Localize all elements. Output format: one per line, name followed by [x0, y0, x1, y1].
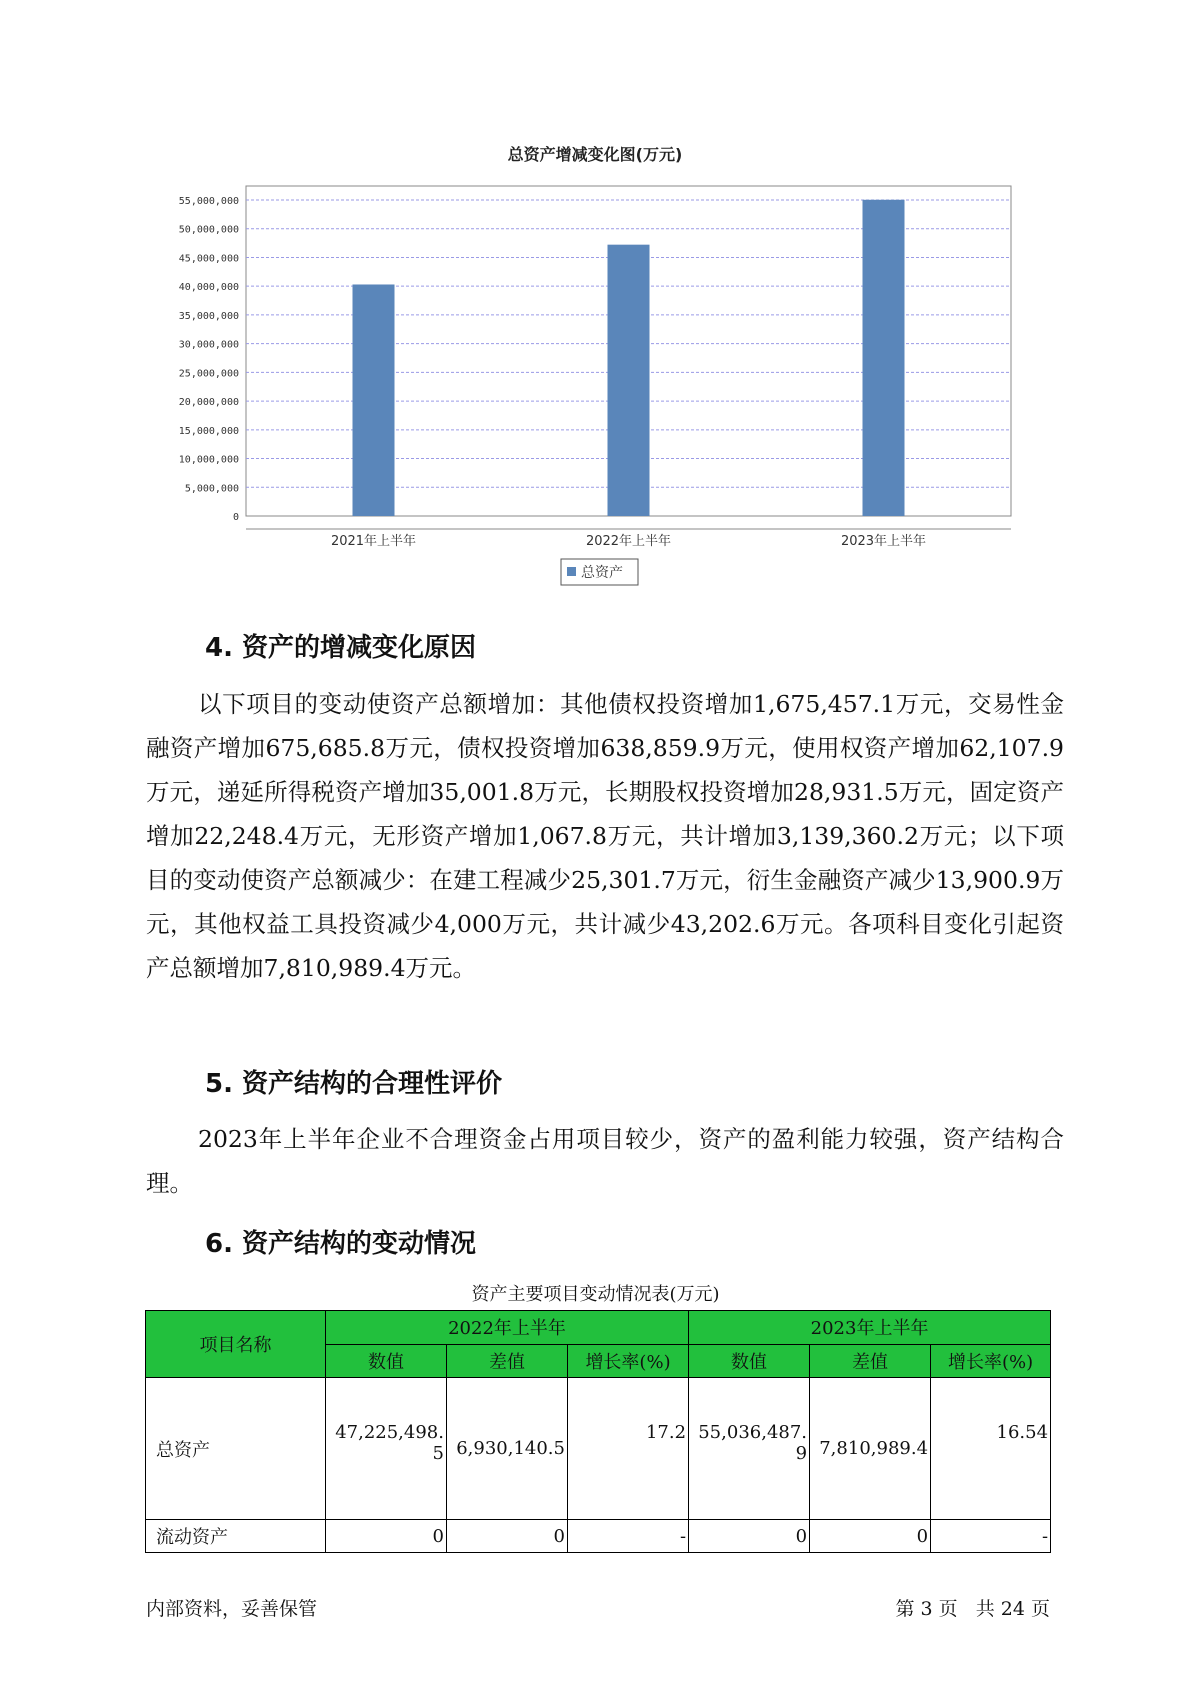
- table-row: [146, 1378, 1051, 1520]
- subheader-growth-2022: 增长率(%): [568, 1344, 689, 1378]
- chart-title: 总资产增减变化图(万元): [507, 145, 683, 164]
- bars: [353, 200, 905, 516]
- subheader-value-2022: 数值: [326, 1344, 447, 1378]
- y-tick-label: 25,000,000: [178, 368, 239, 380]
- row-name: 总资产: [146, 1378, 326, 1520]
- section-heading-6: 6. 资产结构的变动情况: [205, 1229, 477, 1259]
- subheader-diff-2022: 差值: [447, 1344, 568, 1378]
- y-tick-label: 15,000,000: [178, 425, 239, 437]
- cell-growth-2022: 17.2: [568, 1378, 689, 1520]
- x-tick-label: 2022年上半年: [585, 534, 672, 549]
- y-tick-labels: [179, 196, 239, 523]
- table-header-row: [146, 1311, 1051, 1345]
- total-assets-chart: [0, 0, 1191, 600]
- bar: [863, 200, 905, 516]
- cell-growth-2023: -: [931, 1520, 1051, 1553]
- y-tick-label: 35,000,000: [178, 310, 239, 322]
- y-tick-label: 10,000,000: [178, 454, 239, 466]
- legend: [561, 559, 638, 585]
- cell-diff-2023: 0: [810, 1520, 931, 1553]
- footer-left: 内部资料，妥善保管: [146, 1598, 318, 1620]
- x-tick-label: 2021年上半年: [330, 534, 417, 549]
- header-item-name: 项目名称: [146, 1311, 326, 1378]
- cell-growth-2022: -: [568, 1520, 689, 1553]
- header-period-2023: 2023年上半年: [689, 1311, 1051, 1345]
- subheader-growth-2023: 增长率(%): [931, 1344, 1051, 1378]
- subheader-value-2023: 数值: [689, 1344, 810, 1378]
- cell-value-2022: 0: [326, 1520, 447, 1553]
- header-period-2022: 2022年上半年: [326, 1311, 689, 1345]
- section-text-5: 2023年上半年企业不合理资金占用项目较少，资产的盈利能力较强，资产结构合理。: [146, 1125, 1064, 1197]
- bar: [608, 245, 650, 516]
- y-tick-label: 50,000,000: [178, 224, 239, 236]
- y-tick-label: 55,000,000: [178, 196, 239, 207]
- y-tick-label: 40,000,000: [178, 282, 239, 294]
- cell-diff-2022: 6,930,140.5: [447, 1378, 568, 1520]
- y-tick-label: 0: [232, 512, 239, 523]
- x-tick-labels: [331, 533, 926, 549]
- cell-growth-2023: 16.54: [931, 1378, 1051, 1520]
- section-heading-5: 5. 资产结构的合理性评价: [205, 1069, 503, 1099]
- x-tick-label: 2023年上半年: [840, 534, 927, 549]
- table-caption: 资产主要项目变动情况表(万元): [471, 1284, 720, 1305]
- cell-diff-2022: 0: [447, 1520, 568, 1553]
- y-tick-label: 30,000,000: [178, 339, 239, 351]
- cell-value-2023: 55,036,487.9: [689, 1378, 810, 1520]
- asset-change-table: [145, 1310, 1051, 1553]
- cell-value-2023: 0: [689, 1520, 810, 1553]
- legend-swatch: [567, 567, 576, 576]
- cell-diff-2023: 7,810,989.4: [810, 1378, 931, 1520]
- y-tick-label: 45,000,000: [178, 253, 239, 265]
- subheader-diff-2023: 差值: [810, 1344, 931, 1378]
- footer-page-number: 第 3 页 共 24 页: [895, 1598, 1050, 1620]
- legend-label: 总资产: [581, 565, 623, 581]
- table-row: [146, 1520, 1051, 1553]
- cell-value-2022: 47,225,498.5: [326, 1378, 447, 1520]
- section-text-4: 以下项目的变动使资产总额增加：其他债权投资增加1,675,457.1万元，交易性金融资产增加675,685.8万元，债权投资增加638,859.9万元，使用权资产增加62,107.9万元，递延所得税资产增加35,001.8万元，长期股权投资增加28,931.5万元，固定资产增加22,248.4万元，无形资产增加1,067.8万元，共计增加3,139,360.2万元；以下项目的变动使资产总额减少：在建工程减少25,301.7万元，衍生金融资产减少13,900.9万元，其他权益工具投资减少4,000万元，共计减少43,202.6万元。各项科目变化引起资产总额增加7,810,989.4万元。: [146, 690, 1064, 982]
- y-tick-label: 5,000,000: [184, 483, 239, 495]
- section-heading-4: 4. 资产的增减变化原因: [205, 633, 477, 663]
- row-name: 流动资产: [146, 1520, 326, 1553]
- y-tick-label: 20,000,000: [178, 397, 239, 409]
- bar: [353, 284, 395, 516]
